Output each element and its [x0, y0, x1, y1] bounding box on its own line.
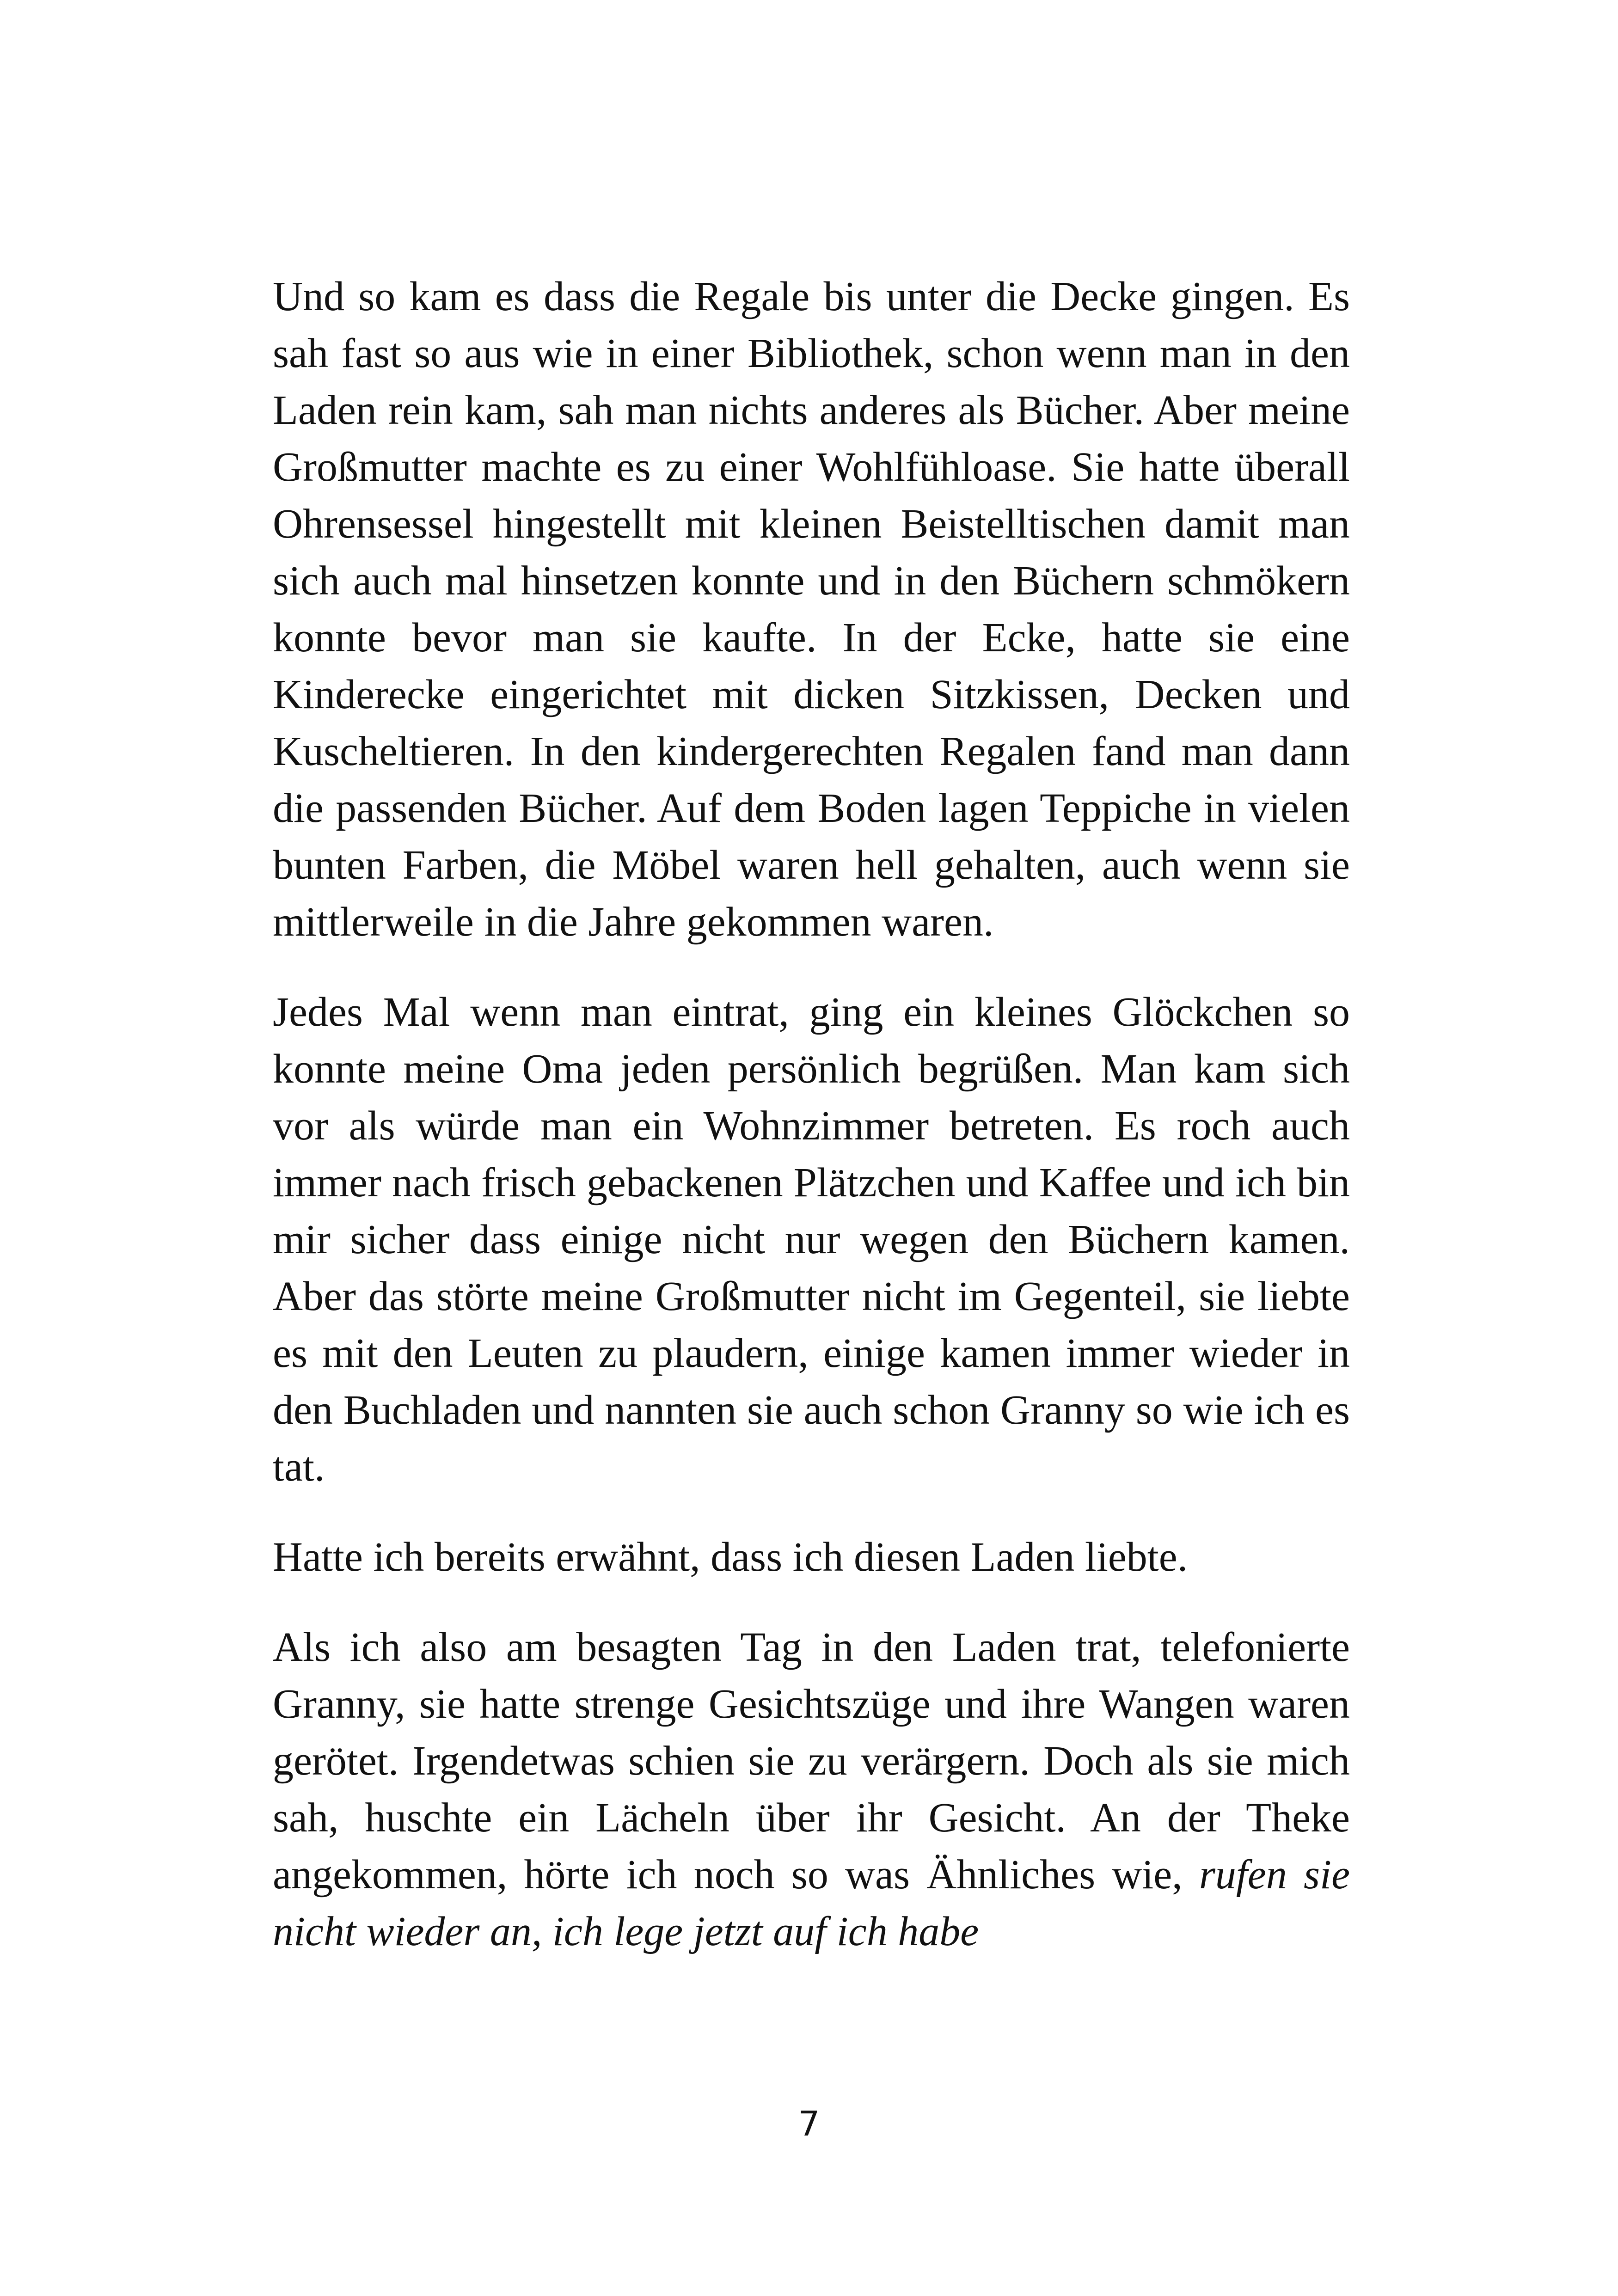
paragraph-1: Und so kam es dass die Regale bis unter die Decke gingen. Es sah fast so aus wie in einer Bibliothek, schon wenn man in den Laden rein kam, sah man nichts anderes als Bücher. Aber meine Großmutter machte es zu einer Wohlfühloase. Sie hatte überall Ohrensessel hingestellt mit kleinen Beistelltischen damit man sich auch mal hinsetzen konnte und in den Büchern schmökern konnte bevor man sie kaufte. In der Ecke, hatte sie eine Kinderecke eingerichtet mit dicken Sitzkissen, Decken und Kuscheltieren. In den kindergerechten Regalen fand man dann die passenden Bücher. Auf dem Boden lagen Teppiche in vielen bunten Farben, die Möbel waren hell gehalten, auch wenn sie mittlerweile in die Jahre gekommen waren. [273, 274, 1350, 945]
paragraph-4-text: Als ich also am besagten Tag in den Laden trat, telefonierte Granny, sie hatte strenge Gesichtszüge und ihre Wangen waren gerötet. Irgendetwas schien sie zu verärgern. Doch als sie mich sah, huschte ein Lächeln über ihr Gesicht. An der Theke angekommen, hörte ich noch so was Ähnliches wie, [273, 1624, 1350, 1898]
paragraph-2: Jedes Mal wenn man eintrat, ging ein kleines Glöckchen so konnte meine Oma jeden persönlich begrüßen. Man kam sich vor als würde man ein Wohnzimmer betreten. Es roch auch immer nach frisch gebackenen Plätzchen und Kaffee und ich bin mir sicher dass einige nicht nur wegen den Büchern kamen. Aber das störte meine Großmutter nicht im Gegenteil, sie liebte es mit den Leuten zu plaudern, einige kamen immer wieder in den Buchladen und nannten sie auch schon Granny so wie ich es tat. [273, 989, 1350, 1490]
paragraph-4 [273, 1619, 1350, 1960]
body-text [273, 268, 1350, 1993]
paragraph-3: Hatte ich bereits erwähnt, dass ich diesen Laden liebte. [273, 1534, 1188, 1580]
italic-quote: rufen sie nicht wieder an, ich lege jetzt auf ich habe [273, 1852, 1350, 1954]
page-number: 7 [798, 2104, 820, 2144]
